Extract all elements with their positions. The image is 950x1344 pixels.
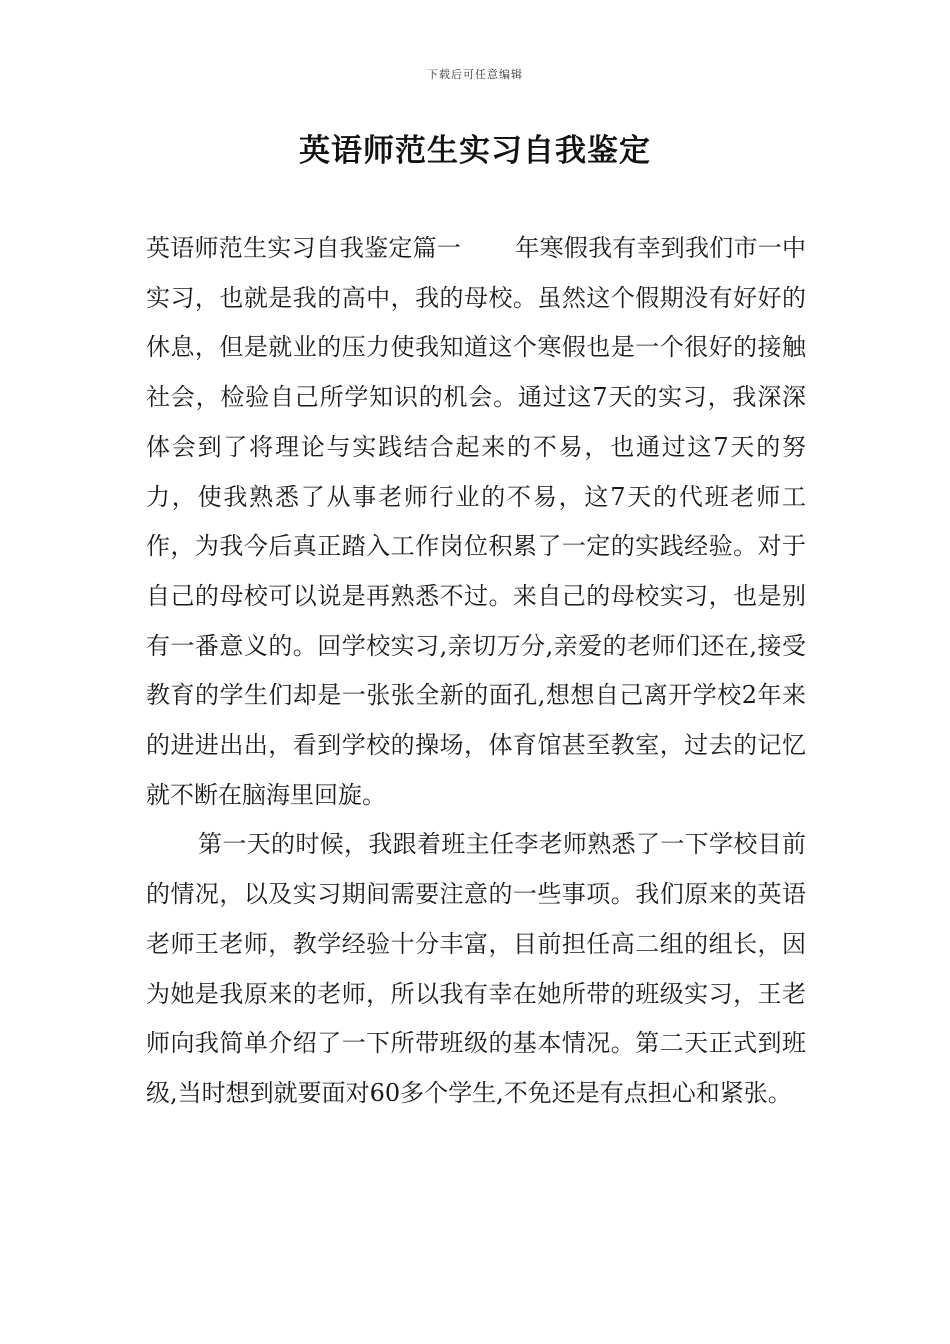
- document-body: [146, 224, 806, 1119]
- paragraph-text: 年寒假我有幸到我们市一中实习，也就是我的高中，我的母校。虽然这个假期没有好好的休息，但是就业的压力使我知道这个寒假也是一个很好的接触社会，检验自己所学知识的机会。通过这7天的实习，我深深体会到了将理论与实践结合起来的不易，也通过这7天的努力，使我熟悉了从事老师行业的不易，这7天的代班老师工作，为我今后真正踏入工作岗位积累了一定的实践经验。对于自己的母校可以说是再熟悉不过。来自己的母校实习，也是别有一番意义的。回学校实习,亲切万分,亲爱的老师们还在,接受教育的学生们却是一张张全新的面孔,想想自己离开学校2年来的进进出出，看到学校的操场，体育馆甚至教室，过去的记忆就不断在脑海里回旋。: [146, 234, 807, 809]
- paragraph-1: [146, 224, 806, 820]
- document-title: 英语师范生实习自我鉴定: [299, 133, 651, 169]
- header-note: 下载后可任意编辑: [427, 68, 523, 81]
- paragraph-2: 第一天的时候，我跟着班主任李老师熟悉了一下学校目前的情况，以及实习期间需要注意的一些事项。我们原来的英语老师王老师，教学经验十分丰富，目前担任高二组的组长，因为她是我原来的老师，所以我有幸在她所带的班级实习，王老师向我简单介绍了一下所带班级的基本情况。第二天正式到班级,当时想到就要面对60多个学生,不免还是有点担心和紧张。: [146, 830, 806, 1107]
- section-heading: 英语师范生实习自我鉴定篇一: [146, 234, 462, 262]
